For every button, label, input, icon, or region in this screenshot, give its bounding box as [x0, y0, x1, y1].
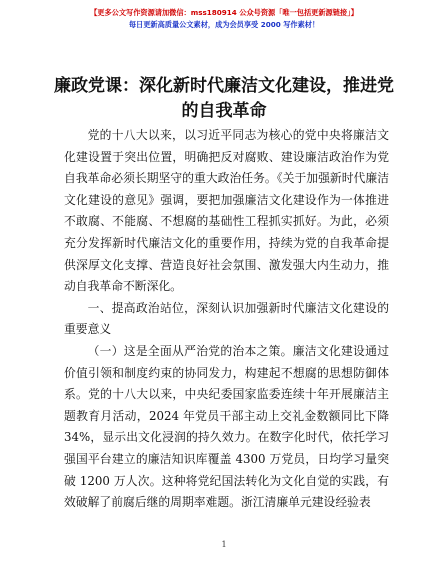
document-title [0, 74, 448, 124]
title-line-2: 的自我革命 [181, 101, 267, 121]
title-line-1: 廉政党课：深化新时代廉洁文化建设，推进党 [54, 76, 394, 96]
header-banner [0, 8, 448, 30]
banner-line-2: 每日更新高质量公文素材，成为会员享受 2000 写作素材！ [128, 20, 320, 29]
body-paragraph: （一）这是全面从严治党的治本之策。廉洁文化建设通过价值引领和制度约束的协同发力，构建起不想腐的思想防御体系。党的十八大以来，中央纪委国家监委连续十年开展廉洁主题教育月活动，2024 年党员干部主动上交礼金数额同比下降 34%，显示出文化浸润的持久效力。在数字化时代，依托学习强国平台建立的廉洁知识库覆盖 4300 万党员，日均学习量突破 1200 万人次。这种将党纪国法转化为文化自觉的实践，有效破解了前腐后继的周期率难题。浙江清廉单元建设经验表 [64, 343, 389, 510]
section-heading: 一、提高政治站位，深刻认识加强新时代廉洁文化建设的重要意义 [64, 300, 389, 337]
body-paragraph: 党的十八大以来，以习近平同志为核心的党中央将廉洁文化建设置于突出位置，明确把反对腐败、建设廉洁政治作为党自我革命必须长期坚守的重大政治任务。《关于加强新时代廉洁文化建设的意见》强调，要把加强廉洁文化建设作为一体推进不敢腐、不能腐、不想腐的基础性工程抓实抓好。为此，必须充分发挥新时代廉洁文化的重要作用，持续为党的自我革命提供深厚文化支撑、营造良好社会氛围、激发强大内生动力，推动自我革命不断深化。 [64, 128, 389, 294]
banner-line-1: 【更多公文写作资源请加微信：mss180914 公众号资源「唯一包括更新源链接」】 [90, 8, 358, 17]
document-body [64, 125, 389, 514]
page-number: 1 [221, 540, 227, 549]
